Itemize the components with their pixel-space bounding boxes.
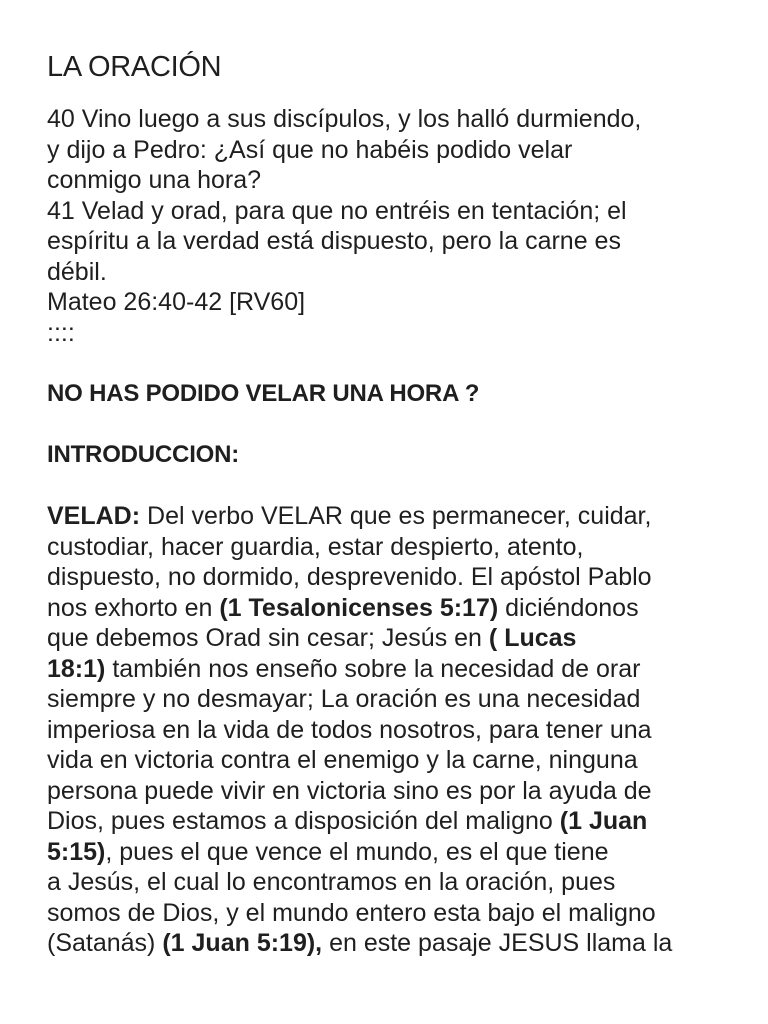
page-title: LA ORACIÓN: [47, 51, 222, 83]
paragraph-line: [47, 623, 728, 654]
paragraph-line: a Jesús, el cual lo encontramos en la oración, pues: [47, 868, 616, 896]
text-run: nos exhorto en: [47, 593, 220, 622]
text-run: (Satanás): [47, 929, 163, 957]
paragraph-line: [47, 654, 728, 685]
scripture-reference: Mateo 26:40-42 [RV60]: [47, 288, 306, 316]
bible-reference: 5:15): [47, 837, 106, 866]
paragraph-line: [47, 806, 728, 837]
body-paragraph: [47, 501, 728, 959]
term-label: VELAD:: [47, 502, 141, 530]
bible-reference: (1 Juan 5:19),: [162, 929, 323, 957]
paragraph-line: persona puede vivir en victoria sino es por la ayuda de: [47, 776, 652, 805]
verse-line: conmigo una hora?: [47, 166, 262, 194]
bible-reference: (1 Juan: [559, 807, 648, 835]
verse-line: espíritu a la verdad está dispuesto, pero la carne es: [47, 227, 621, 255]
section-heading-question: NO HAS PODIDO VELAR UNA HORA ?: [47, 380, 480, 407]
text-run: , pues el que vence el mundo, es el que tiene: [105, 837, 609, 866]
text-run: que debemos Orad sin cesar; Jesús en: [47, 624, 489, 652]
text-run: Del verbo VELAR que es permanecer, cuidar,: [140, 502, 652, 530]
separator-text: ::::: [47, 318, 75, 347]
paragraph-line: [47, 837, 728, 868]
verse-line: 41 Velad y orad, para que no entréis en tentación; el: [47, 196, 627, 225]
verse-line: 40 Vino luego a sus discípulos, y los halló durmiendo,: [47, 105, 642, 133]
paragraph-line: [47, 501, 728, 532]
text-run: también nos enseño sobre la necesidad de orar: [105, 654, 641, 683]
scripture-passage: [47, 104, 728, 348]
section-heading-introduction: INTRODUCCION:: [47, 441, 240, 468]
paragraph-line: imperiosa en la vida de todos nosotros, para tener una: [47, 715, 652, 744]
bible-reference: ( Lucas: [488, 624, 577, 652]
paragraph-line: dispuesto, no dormido, desprevenido. El apóstol Pablo: [47, 563, 652, 591]
paragraph-line: siempre y no desmayar; La oración es una necesidad: [47, 685, 641, 713]
paragraph-line: [47, 593, 728, 624]
bible-reference: (1 Tesalonicenses 5:17): [219, 593, 499, 622]
verse-line: débil.: [47, 257, 107, 286]
text-run: diciéndonos: [498, 593, 639, 622]
verse-line: y dijo a Pedro: ¿Así que no habéis podido velar: [47, 135, 573, 164]
text-run: Dios, pues estamos a disposición del maligno: [47, 807, 560, 835]
paragraph-line: [47, 928, 728, 959]
text-run: en este pasaje JESUS llama la: [322, 929, 673, 957]
paragraph-line: vida en victoria contra el enemigo y la carne, ninguna: [47, 746, 638, 774]
bible-reference: 18:1): [47, 654, 106, 683]
paragraph-line: somos de Dios, y el mundo entero esta bajo el maligno: [47, 898, 656, 927]
paragraph-line: custodiar, hacer guardia, estar despierto, atento,: [47, 532, 584, 561]
